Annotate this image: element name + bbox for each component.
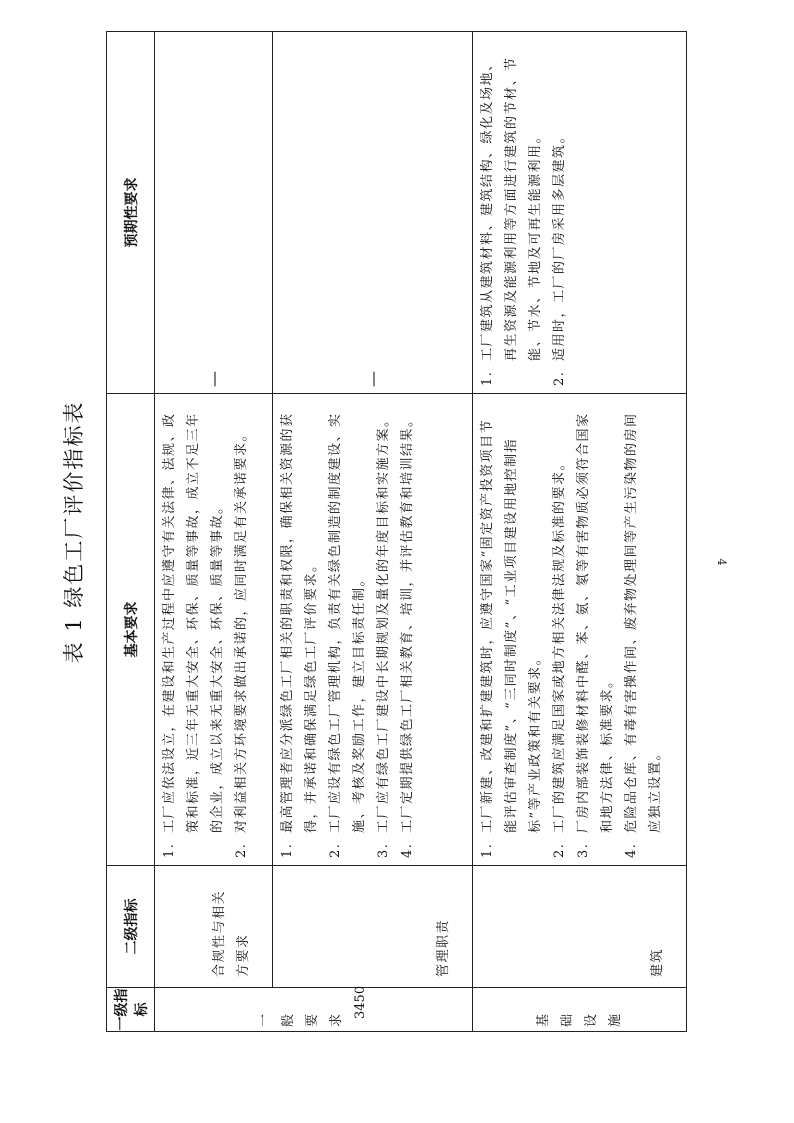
table-title: 表 1 绿色工厂评价指标表 (62, 400, 86, 664)
basic-requirements-compliance (155, 394, 273, 866)
level1-general (155, 985, 473, 1032)
requirement-item: 4. 工厂定期提供绿色工厂相关教育、培训，并评估教育和培训结果。 (396, 406, 420, 837)
header-expected-requirements: 预期性要求 (107, 32, 155, 394)
requirement-item: 2. 工厂的建筑应满足国家或地方相关法律法规及标准的要求。 (548, 406, 572, 837)
level2-label: 管理职责 (436, 918, 451, 977)
expected-requirements-compliance: — (155, 32, 273, 394)
level2-building (473, 866, 687, 988)
table-row (155, 32, 273, 1032)
basic-requirements-building (473, 394, 687, 866)
page-number: 4 (715, 558, 728, 566)
level1-label: 一般要求 (257, 1009, 345, 1027)
level1-code: 3450 (353, 985, 369, 1019)
level2-label: 合规性与相关方要求 (212, 889, 251, 977)
table-header-row (107, 32, 155, 1032)
header-level1: 一级指标 (107, 988, 155, 1032)
requirement-item: 4. 危险品仓库、有毒有害操作间、废弃物处理间等产生污染物的房间应独立设置。 (620, 406, 668, 837)
header-level2: 二级指标 (107, 866, 155, 988)
requirement-item: 3. 厂房内部装饰装修材料中醛、苯、氨、氡等有害物质必须符合国家和地方法律、标准要求。 (572, 406, 620, 837)
expected-requirements-building (473, 32, 687, 394)
level2-label: 建筑 (650, 947, 665, 977)
requirement-item: 2. 对利益相关方环境要求做出承诺的，应同时满足有关承诺要求。 (230, 406, 254, 837)
rotated-table-sheet (62, 32, 686, 1032)
requirement-item: 2. 适用时，工厂的厂房采用多层建筑。 (548, 44, 572, 365)
requirement-item: 3. 工厂应有绿色工厂建设中长期规划及量化的年度目标和实施方案。 (372, 406, 396, 837)
table-row (273, 32, 473, 1032)
expected-requirements-management: — (273, 32, 473, 394)
level2-management (273, 866, 473, 988)
requirement-item: 2. 工厂应设有绿色工厂管理机构，负责有关绿色制造的制度建设、实施、考核及奖励工作，建立目标责任制。 (324, 406, 372, 837)
basic-requirements-management (273, 394, 473, 866)
level1-infrastructure (473, 988, 687, 1032)
requirement-item: 1. 工厂新建、改建和扩建建筑时，应遵守国家“固定资产投资项目节能评估审查制度”、“三同时制度”、“工业项目建设用地控制指标”等产业政策和有关要求。 (476, 406, 548, 837)
requirement-item: 1. 工厂建筑从建筑材料、建筑结构、绿化及场地、再生资源及能源利用等方面进行建筑的节材、节能、节水、节地及可再生能源利用。 (476, 44, 548, 365)
level2-compliance (155, 866, 273, 988)
requirement-item: 1. 工厂应依法设立，在建设和生产过程中应遵守有关法律、法规、政策和标准，近三年无重大安全、环保、质量等事故，成立不足三年的企业，成立以来无重大安全、环保、质量等事故。 (158, 406, 230, 837)
level1-label: 基础设施 (535, 1009, 623, 1027)
table-row (473, 32, 687, 1032)
evaluation-index-table (106, 31, 687, 1032)
requirement-item: 1. 最高管理者应分派绿色工厂相关的职责和权限，确保相关资源的获得，并承诺和确保满足绿色工厂评价要求。 (276, 406, 324, 837)
header-basic-requirements: 基本要求 (107, 394, 155, 866)
